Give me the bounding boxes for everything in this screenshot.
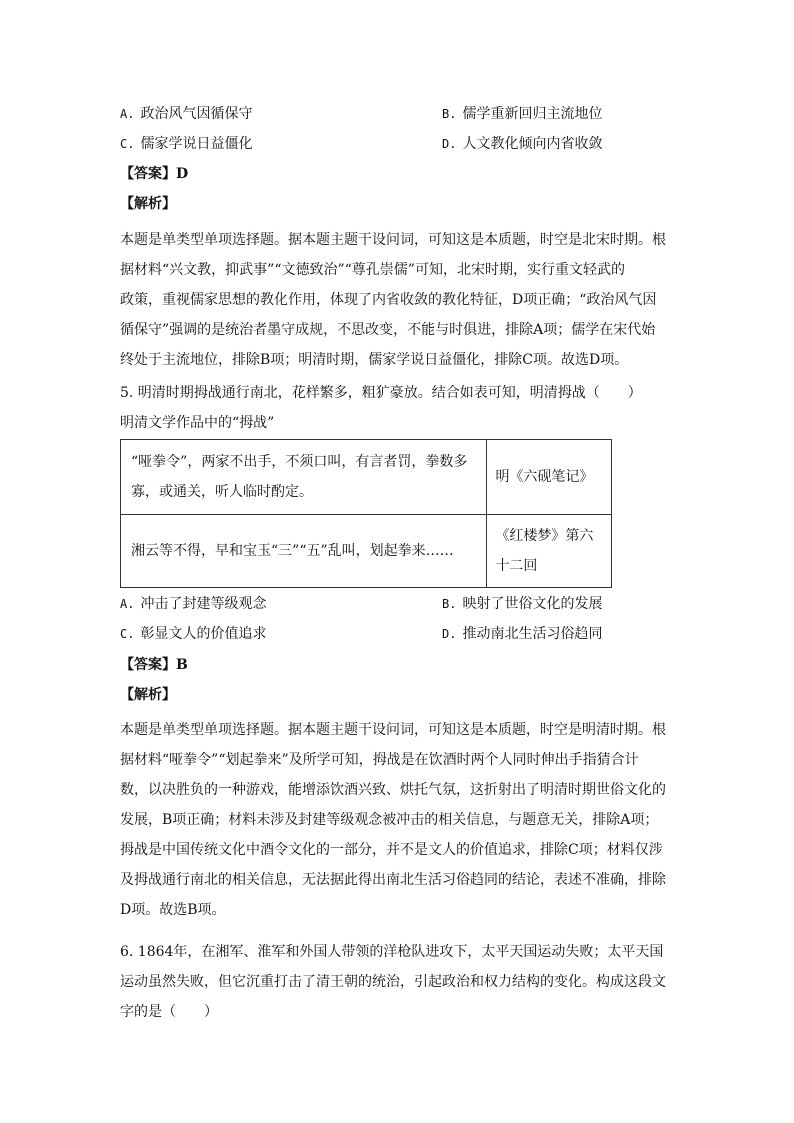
q5-option-b[interactable]	[442, 594, 602, 614]
q4-option-d[interactable]	[442, 134, 602, 154]
option-letter: A.	[120, 107, 135, 121]
option-text: 推动南北生活习俗趋同	[462, 626, 603, 642]
stem-line: 运动虽然失败，但它沉重打击了清王朝的统治，引起政治和权力结构的变化。构成这段文	[120, 974, 666, 990]
analysis-line: 本题是单类型单项选择题。据本题主题干设问词，可知这是本质题，时空是明清时期。根	[120, 722, 666, 738]
q5-analysis-label: 【解析】	[120, 687, 176, 703]
stem-line: 6. 1864年，在湘军、淮军和外国人带领的洋枪队进攻下，太平天国运动失败；太平天国	[120, 944, 664, 960]
cell-line: 明《六砚笔记》	[495, 469, 594, 485]
q5-option-a[interactable]	[120, 594, 266, 614]
table-cell-source	[487, 515, 612, 588]
q5-option-d[interactable]	[442, 624, 602, 644]
q4-option-c[interactable]	[120, 134, 252, 154]
table-cell-content	[121, 515, 487, 588]
q4-options-row-2	[120, 134, 640, 154]
cell-line: 寡，或通关，听人临时酌定。	[131, 484, 313, 500]
analysis-line: D项。故选B项。	[120, 902, 226, 918]
option-letter: D.	[442, 627, 457, 641]
analysis-line: 本题是单类型单项选择题。据本题主题干设问词，可知这是本质题，时空是北宋时期。根	[120, 232, 666, 248]
analysis-line: 数，以决胜负的一种游戏，能增添饮酒兴致、烘托气氛，这折射出了明清时期世俗文化的	[120, 782, 666, 798]
q6-stem	[120, 937, 668, 1027]
cell-line: 湘云等不得，早和宝玉“三”“五”乱叫，划起拳来……	[131, 543, 454, 559]
q5-material-table	[120, 439, 612, 588]
analysis-line: 终处于主流地位，排除B项；明清时期，儒家学说日益僵化，排除C项。故选D项。	[120, 352, 629, 368]
table-row	[121, 440, 612, 515]
option-text: 人文教化倾向内省收敛	[462, 136, 603, 152]
option-text: 彰显文人的价值追求	[140, 626, 267, 642]
analysis-line: 政策，重视儒家思想的教化作用，体现了内省收敛的教化特征，D项正确；“政治风气因	[120, 292, 657, 308]
q4-option-b[interactable]	[442, 104, 602, 124]
stem-line: 字的是（ ）	[120, 1004, 218, 1020]
analysis-line: 及拇战通行南北的相关信息，无法据此得出南北生活习俗趋同的结论，表述不准确，排除	[120, 872, 666, 888]
table-cell-content	[121, 440, 487, 515]
analysis-line: 据材料“哑拳令”“划起拳来”及所学可知，拇战是在饮酒时两个人同时伸出手指猜合计	[120, 752, 639, 768]
option-letter: A.	[120, 597, 135, 611]
q5-options-row-2	[120, 624, 640, 644]
option-letter: B.	[442, 597, 457, 611]
analysis-line: 循保守”强调的是统治者墨守成规，不思改变，不能与时俱进，排除A项；儒学在宋代始	[120, 322, 656, 338]
q4-analysis-label: 【解析】	[120, 196, 176, 212]
q4-options-row-1	[120, 104, 640, 124]
option-text: 儒家学说日益僵化	[140, 136, 253, 152]
q5-analysis	[120, 715, 668, 925]
q4-analysis	[120, 225, 668, 375]
analysis-line: 拇战是中国传统文化中酒令文化的一部分，并不是文人的价值追求，排除C项；材料仅涉	[120, 842, 663, 858]
cell-line: “哑拳令”，两家不出手，不须口叫，有言者罚，拳数多	[131, 454, 468, 470]
option-text: 政治风气因循保守	[140, 106, 253, 122]
option-text: 冲击了封建等级观念	[140, 596, 267, 612]
q5-answer: 【答案】B	[120, 657, 188, 673]
q5-options-row-1	[120, 594, 640, 614]
q4-option-a[interactable]	[120, 104, 252, 124]
option-letter: B.	[442, 107, 457, 121]
table-cell-source	[487, 440, 612, 515]
q5-stem: 5. 明清时期拇战通行南北，花样繁多，粗犷豪放。结合如表可知，明清拇战（ ）	[120, 385, 642, 401]
q5-table-caption: 明清文学作品中的“拇战”	[120, 415, 275, 431]
cell-line: 《红楼梦》第六	[495, 528, 594, 544]
option-letter: C.	[120, 627, 135, 641]
analysis-line: 据材料“兴文教，抑武事”“文德致治”“尊孔崇儒”可知，北宋时期，实行重文轻武的	[120, 262, 625, 278]
option-letter: D.	[442, 137, 457, 151]
analysis-line: 发展，B项正确；材料未涉及封建等级观念被冲击的相关信息，与题意无关，排除A项；	[120, 812, 659, 828]
cell-line: 十二回	[495, 558, 538, 574]
option-text: 儒学重新回归主流地位	[462, 106, 603, 122]
q5-option-c[interactable]	[120, 624, 266, 644]
option-text: 映射了世俗文化的发展	[462, 596, 603, 612]
q4-answer: 【答案】D	[120, 166, 189, 182]
option-letter: C.	[120, 137, 135, 151]
table-row	[121, 515, 612, 588]
